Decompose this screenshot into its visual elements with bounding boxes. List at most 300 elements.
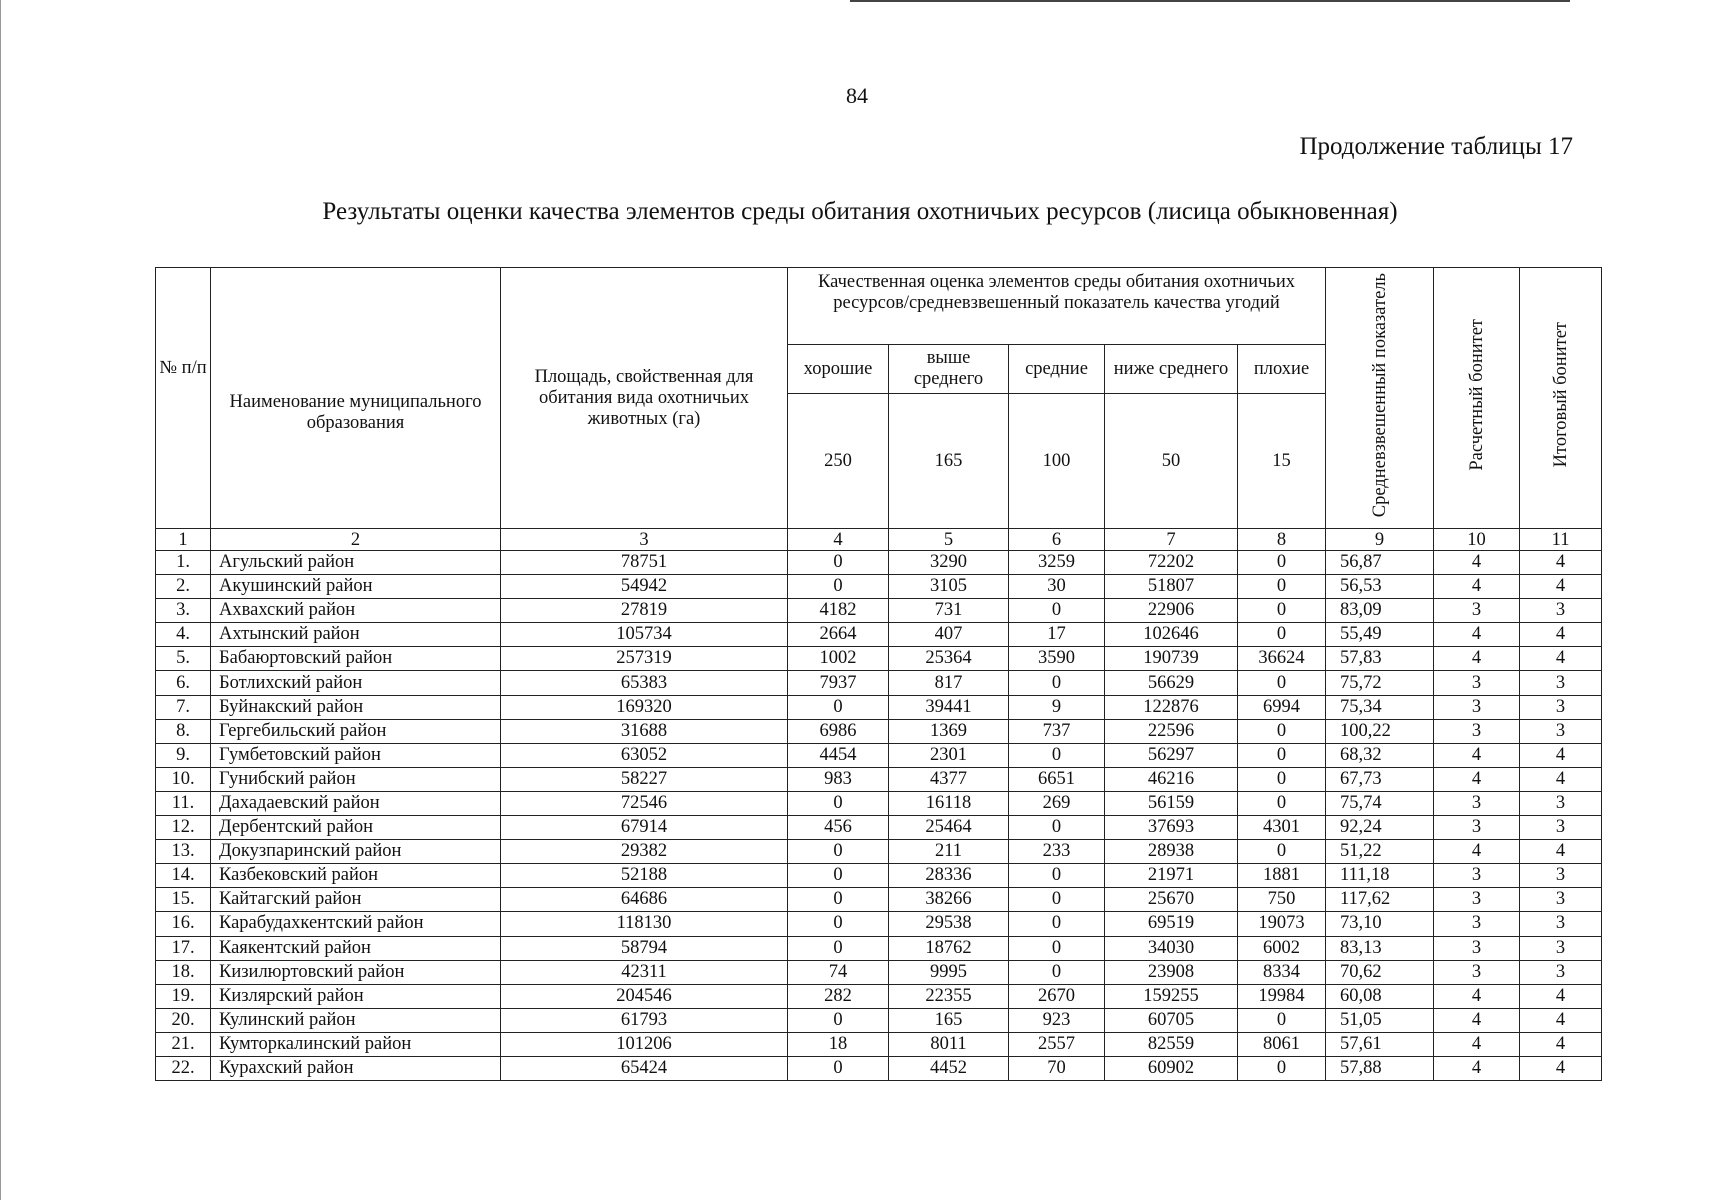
- header-category-average: средние: [1009, 345, 1105, 394]
- weighted-index-cell: 51,05: [1326, 1008, 1434, 1032]
- poor-area-cell: 19073: [1238, 912, 1326, 936]
- average-area-cell: 0: [1009, 960, 1105, 984]
- table-row: [156, 743, 1602, 767]
- table-row: [156, 647, 1602, 671]
- weighted-index-cell: 75,74: [1326, 791, 1434, 815]
- average-area-cell: 0: [1009, 671, 1105, 695]
- poor-area-cell: 19984: [1238, 984, 1326, 1008]
- calculated-bonitet-cell: 4: [1434, 840, 1520, 864]
- below-average-area-cell: 22596: [1105, 719, 1238, 743]
- weighted-index-cell: 83,09: [1326, 599, 1434, 623]
- calculated-bonitet-cell: 3: [1434, 719, 1520, 743]
- row-number-cell: 14.: [156, 864, 211, 888]
- column-index-cell: 6: [1009, 529, 1105, 551]
- municipality-name-cell: Ахвахский район: [211, 599, 501, 623]
- final-bonitet-cell: 3: [1520, 888, 1602, 912]
- above-average-area-cell: 407: [889, 623, 1009, 647]
- above-average-area-cell: 731: [889, 599, 1009, 623]
- below-average-area-cell: 51807: [1105, 575, 1238, 599]
- weighted-index-cell: 111,18: [1326, 864, 1434, 888]
- column-index-cell: 1: [156, 529, 211, 551]
- poor-area-cell: 0: [1238, 840, 1326, 864]
- poor-area-cell: 0: [1238, 743, 1326, 767]
- good-area-cell: 0: [788, 551, 889, 575]
- row-number-cell: 16.: [156, 912, 211, 936]
- final-bonitet-cell: 3: [1520, 816, 1602, 840]
- below-average-area-cell: 69519: [1105, 912, 1238, 936]
- final-bonitet-cell: 3: [1520, 719, 1602, 743]
- below-average-area-cell: 72202: [1105, 551, 1238, 575]
- municipality-name-cell: Акушинский район: [211, 575, 501, 599]
- habitat-area-cell: 27819: [501, 599, 788, 623]
- column-index-cell: 5: [889, 529, 1009, 551]
- poor-area-cell: 0: [1238, 599, 1326, 623]
- row-number-cell: 11.: [156, 791, 211, 815]
- calculated-bonitet-cell: 4: [1434, 623, 1520, 647]
- below-average-area-cell: 22906: [1105, 599, 1238, 623]
- average-area-cell: 0: [1009, 743, 1105, 767]
- header-category-poor: плохие: [1238, 345, 1326, 394]
- above-average-area-cell: 1369: [889, 719, 1009, 743]
- calculated-bonitet-cell: 4: [1434, 767, 1520, 791]
- calculated-bonitet-cell: 3: [1434, 816, 1520, 840]
- table-row: [156, 671, 1602, 695]
- row-number-cell: 5.: [156, 647, 211, 671]
- final-bonitet-cell: 3: [1520, 671, 1602, 695]
- final-bonitet-cell: 4: [1520, 1056, 1602, 1080]
- above-average-area-cell: 38266: [889, 888, 1009, 912]
- above-average-area-cell: 3105: [889, 575, 1009, 599]
- good-area-cell: 983: [788, 767, 889, 791]
- column-index-cell: 2: [211, 529, 501, 551]
- habitat-area-cell: 101206: [501, 1032, 788, 1056]
- calculated-bonitet-cell: 3: [1434, 695, 1520, 719]
- weighted-index-cell: 70,62: [1326, 960, 1434, 984]
- average-area-cell: 0: [1009, 816, 1105, 840]
- municipality-name-cell: Гунибский район: [211, 767, 501, 791]
- above-average-area-cell: 22355: [889, 984, 1009, 1008]
- habitat-area-cell: 58227: [501, 767, 788, 791]
- table-row: [156, 767, 1602, 791]
- below-average-area-cell: 56629: [1105, 671, 1238, 695]
- habitat-area-cell: 61793: [501, 1008, 788, 1032]
- table-row: [156, 575, 1602, 599]
- average-area-cell: 3590: [1009, 647, 1105, 671]
- poor-area-cell: 4301: [1238, 816, 1326, 840]
- below-average-area-cell: 60902: [1105, 1056, 1238, 1080]
- table-row: [156, 984, 1602, 1008]
- below-average-area-cell: 23908: [1105, 960, 1238, 984]
- header-weighted-index: [1326, 268, 1434, 529]
- habitat-area-cell: 169320: [501, 695, 788, 719]
- average-area-cell: 0: [1009, 864, 1105, 888]
- weighted-index-cell: 56,53: [1326, 575, 1434, 599]
- below-average-area-cell: 56297: [1105, 743, 1238, 767]
- poor-area-cell: 0: [1238, 1008, 1326, 1032]
- weighted-index-cell: 56,87: [1326, 551, 1434, 575]
- habitat-area-cell: 64686: [501, 888, 788, 912]
- final-bonitet-cell: 4: [1520, 743, 1602, 767]
- row-number-cell: 8.: [156, 719, 211, 743]
- header-weight-average: 100: [1009, 394, 1105, 529]
- column-index-cell: 9: [1326, 529, 1434, 551]
- calculated-bonitet-cell: 3: [1434, 912, 1520, 936]
- page-number: 84: [846, 83, 868, 108]
- weighted-index-cell: 83,13: [1326, 936, 1434, 960]
- good-area-cell: 0: [788, 864, 889, 888]
- below-average-area-cell: 122876: [1105, 695, 1238, 719]
- above-average-area-cell: 3290: [889, 551, 1009, 575]
- final-bonitet-cell: 4: [1520, 647, 1602, 671]
- table-row: [156, 1032, 1602, 1056]
- good-area-cell: 2664: [788, 623, 889, 647]
- table-row: [156, 719, 1602, 743]
- municipality-name-cell: Кулинский район: [211, 1008, 501, 1032]
- row-number-cell: 3.: [156, 599, 211, 623]
- table-body: [156, 529, 1602, 1081]
- average-area-cell: 0: [1009, 936, 1105, 960]
- good-area-cell: 0: [788, 912, 889, 936]
- poor-area-cell: 750: [1238, 888, 1326, 912]
- poor-area-cell: 0: [1238, 575, 1326, 599]
- habitat-area-cell: 67914: [501, 816, 788, 840]
- header-weight-poor: 15: [1238, 394, 1326, 529]
- good-area-cell: 7937: [788, 671, 889, 695]
- below-average-area-cell: 159255: [1105, 984, 1238, 1008]
- above-average-area-cell: 817: [889, 671, 1009, 695]
- header-weighted-index-text: Средневзвешенный показатель: [1369, 272, 1390, 518]
- habitat-area-cell: 63052: [501, 743, 788, 767]
- average-area-cell: 233: [1009, 840, 1105, 864]
- row-number-cell: 9.: [156, 743, 211, 767]
- final-bonitet-cell: 4: [1520, 551, 1602, 575]
- above-average-area-cell: 25464: [889, 816, 1009, 840]
- good-area-cell: 0: [788, 1056, 889, 1080]
- municipality-name-cell: Курахский район: [211, 1056, 501, 1080]
- weighted-index-cell: 51,22: [1326, 840, 1434, 864]
- average-area-cell: 0: [1009, 888, 1105, 912]
- final-bonitet-cell: 4: [1520, 840, 1602, 864]
- habitat-quality-table: [155, 267, 1602, 1081]
- column-index-cell: 8: [1238, 529, 1326, 551]
- above-average-area-cell: 165: [889, 1008, 1009, 1032]
- average-area-cell: 2557: [1009, 1032, 1105, 1056]
- row-number-cell: 21.: [156, 1032, 211, 1056]
- document-title: Результаты оценки качества элементов среды обитания охотничьих ресурсов (лисица обыкновенная): [322, 198, 1398, 225]
- weighted-index-cell: 75,72: [1326, 671, 1434, 695]
- row-number-cell: 20.: [156, 1008, 211, 1032]
- poor-area-cell: 6002: [1238, 936, 1326, 960]
- habitat-area-cell: 58794: [501, 936, 788, 960]
- weighted-index-cell: 57,88: [1326, 1056, 1434, 1080]
- weighted-index-cell: 60,08: [1326, 984, 1434, 1008]
- good-area-cell: 0: [788, 695, 889, 719]
- habitat-area-cell: 42311: [501, 960, 788, 984]
- municipality-name-cell: Бабаюртовский район: [211, 647, 501, 671]
- final-bonitet-cell: 4: [1520, 1032, 1602, 1056]
- row-number-cell: 6.: [156, 671, 211, 695]
- municipality-name-cell: Кайтагский район: [211, 888, 501, 912]
- municipality-name-cell: Кизилюртовский район: [211, 960, 501, 984]
- poor-area-cell: 0: [1238, 551, 1326, 575]
- final-bonitet-cell: 4: [1520, 767, 1602, 791]
- below-average-area-cell: 28938: [1105, 840, 1238, 864]
- column-index-cell: 10: [1434, 529, 1520, 551]
- poor-area-cell: 0: [1238, 671, 1326, 695]
- above-average-area-cell: 211: [889, 840, 1009, 864]
- final-bonitet-cell: 3: [1520, 864, 1602, 888]
- below-average-area-cell: 25670: [1105, 888, 1238, 912]
- row-number-cell: 19.: [156, 984, 211, 1008]
- table-row: [156, 864, 1602, 888]
- table-row: [156, 599, 1602, 623]
- good-area-cell: 0: [788, 791, 889, 815]
- header-weight-above-average: 165: [889, 394, 1009, 529]
- poor-area-cell: 36624: [1238, 647, 1326, 671]
- table-row: [156, 888, 1602, 912]
- page-left-edge: [0, 0, 1, 1200]
- poor-area-cell: 8061: [1238, 1032, 1326, 1056]
- poor-area-cell: 0: [1238, 767, 1326, 791]
- final-bonitet-cell: 4: [1520, 984, 1602, 1008]
- table-continuation-label: Продолжение таблицы 17: [1299, 133, 1573, 160]
- below-average-area-cell: 82559: [1105, 1032, 1238, 1056]
- municipality-name-cell: Гергебильский район: [211, 719, 501, 743]
- table-row: [156, 840, 1602, 864]
- municipality-name-cell: Кумторкалинский район: [211, 1032, 501, 1056]
- poor-area-cell: 6994: [1238, 695, 1326, 719]
- table-row: [156, 936, 1602, 960]
- row-number-cell: 15.: [156, 888, 211, 912]
- header-calculated-bonitet: [1434, 268, 1520, 529]
- municipality-name-cell: Дербентский район: [211, 816, 501, 840]
- municipality-name-cell: Казбековский район: [211, 864, 501, 888]
- calculated-bonitet-cell: 4: [1434, 1008, 1520, 1032]
- good-area-cell: 0: [788, 936, 889, 960]
- average-area-cell: 9: [1009, 695, 1105, 719]
- above-average-area-cell: 28336: [889, 864, 1009, 888]
- header-weight-good: 250: [788, 394, 889, 529]
- calculated-bonitet-cell: 3: [1434, 671, 1520, 695]
- final-bonitet-cell: 3: [1520, 960, 1602, 984]
- final-bonitet-cell: 3: [1520, 936, 1602, 960]
- below-average-area-cell: 56159: [1105, 791, 1238, 815]
- habitat-area-cell: 257319: [501, 647, 788, 671]
- table-row: [156, 912, 1602, 936]
- above-average-area-cell: 8011: [889, 1032, 1009, 1056]
- average-area-cell: 6651: [1009, 767, 1105, 791]
- average-area-cell: 70: [1009, 1056, 1105, 1080]
- weighted-index-cell: 75,34: [1326, 695, 1434, 719]
- weighted-index-cell: 67,73: [1326, 767, 1434, 791]
- weighted-index-cell: 55,49: [1326, 623, 1434, 647]
- row-number-cell: 4.: [156, 623, 211, 647]
- good-area-cell: 18: [788, 1032, 889, 1056]
- municipality-name-cell: Карабудахкентский район: [211, 912, 501, 936]
- average-area-cell: 17: [1009, 623, 1105, 647]
- below-average-area-cell: 34030: [1105, 936, 1238, 960]
- habitat-area-cell: 31688: [501, 719, 788, 743]
- above-average-area-cell: 39441: [889, 695, 1009, 719]
- calculated-bonitet-cell: 4: [1434, 984, 1520, 1008]
- poor-area-cell: 1881: [1238, 864, 1326, 888]
- below-average-area-cell: 190739: [1105, 647, 1238, 671]
- poor-area-cell: 0: [1238, 623, 1326, 647]
- poor-area-cell: 0: [1238, 719, 1326, 743]
- habitat-area-cell: 52188: [501, 864, 788, 888]
- poor-area-cell: 0: [1238, 1056, 1326, 1080]
- calculated-bonitet-cell: 3: [1434, 888, 1520, 912]
- average-area-cell: 269: [1009, 791, 1105, 815]
- table-row: [156, 1008, 1602, 1032]
- above-average-area-cell: 29538: [889, 912, 1009, 936]
- calculated-bonitet-cell: 4: [1434, 1032, 1520, 1056]
- calculated-bonitet-cell: 4: [1434, 551, 1520, 575]
- habitat-area-cell: 65424: [501, 1056, 788, 1080]
- calculated-bonitet-cell: 4: [1434, 575, 1520, 599]
- weighted-index-cell: 117,62: [1326, 888, 1434, 912]
- average-area-cell: 3259: [1009, 551, 1105, 575]
- habitat-area-cell: 65383: [501, 671, 788, 695]
- header-weight-below-average: 50: [1105, 394, 1238, 529]
- good-area-cell: 6986: [788, 719, 889, 743]
- page-top-edge: [850, 0, 1570, 2]
- average-area-cell: 923: [1009, 1008, 1105, 1032]
- table-row: [156, 960, 1602, 984]
- header-final-bonitet: [1520, 268, 1602, 529]
- poor-area-cell: 8334: [1238, 960, 1326, 984]
- municipality-name-cell: Ботлихский район: [211, 671, 501, 695]
- average-area-cell: 30: [1009, 575, 1105, 599]
- habitat-area-cell: 78751: [501, 551, 788, 575]
- good-area-cell: 0: [788, 575, 889, 599]
- column-index-cell: 7: [1105, 529, 1238, 551]
- municipality-name-cell: Ахтынский район: [211, 623, 501, 647]
- below-average-area-cell: 37693: [1105, 816, 1238, 840]
- below-average-area-cell: 102646: [1105, 623, 1238, 647]
- weighted-index-cell: 57,83: [1326, 647, 1434, 671]
- table-row: [156, 695, 1602, 719]
- habitat-area-cell: 72546: [501, 791, 788, 815]
- table-row: [156, 1056, 1602, 1080]
- good-area-cell: 4182: [788, 599, 889, 623]
- calculated-bonitet-cell: 3: [1434, 960, 1520, 984]
- municipality-name-cell: Дахадаевский район: [211, 791, 501, 815]
- final-bonitet-cell: 3: [1520, 912, 1602, 936]
- average-area-cell: 2670: [1009, 984, 1105, 1008]
- header-final-bonitet-text: Итоговый бонитет: [1550, 322, 1571, 468]
- table-row: [156, 816, 1602, 840]
- good-area-cell: 282: [788, 984, 889, 1008]
- header-category-good: хорошие: [788, 345, 889, 394]
- header-quality-group: Качественная оценка элементов среды обитания охотничьих ресурсов/средневзвешенный показатель качества угодий: [788, 268, 1326, 345]
- header-category-above-average: выше среднего: [889, 345, 1009, 394]
- weighted-index-cell: 92,24: [1326, 816, 1434, 840]
- below-average-area-cell: 21971: [1105, 864, 1238, 888]
- above-average-area-cell: 4377: [889, 767, 1009, 791]
- final-bonitet-cell: 4: [1520, 1008, 1602, 1032]
- above-average-area-cell: 4452: [889, 1056, 1009, 1080]
- good-area-cell: 0: [788, 888, 889, 912]
- column-index-cell: 4: [788, 529, 889, 551]
- row-number-cell: 7.: [156, 695, 211, 719]
- good-area-cell: 4454: [788, 743, 889, 767]
- habitat-area-cell: 29382: [501, 840, 788, 864]
- weighted-index-cell: 68,32: [1326, 743, 1434, 767]
- row-number-cell: 2.: [156, 575, 211, 599]
- row-number-cell: 18.: [156, 960, 211, 984]
- table-row: [156, 791, 1602, 815]
- row-number-cell: 1.: [156, 551, 211, 575]
- final-bonitet-cell: 4: [1520, 623, 1602, 647]
- below-average-area-cell: 60705: [1105, 1008, 1238, 1032]
- municipality-name-cell: Буйнакский район: [211, 695, 501, 719]
- row-number-cell: 13.: [156, 840, 211, 864]
- header-municipality: Наименование муниципального образования: [211, 268, 501, 529]
- above-average-area-cell: 18762: [889, 936, 1009, 960]
- column-index-row: [156, 529, 1602, 551]
- above-average-area-cell: 25364: [889, 647, 1009, 671]
- calculated-bonitet-cell: 3: [1434, 936, 1520, 960]
- weighted-index-cell: 57,61: [1326, 1032, 1434, 1056]
- habitat-area-cell: 204546: [501, 984, 788, 1008]
- column-index-cell: 11: [1520, 529, 1602, 551]
- header-category-below-average: ниже среднего: [1105, 345, 1238, 394]
- above-average-area-cell: 9995: [889, 960, 1009, 984]
- table-row: [156, 551, 1602, 575]
- table-row: [156, 623, 1602, 647]
- good-area-cell: 1002: [788, 647, 889, 671]
- habitat-area-cell: 118130: [501, 912, 788, 936]
- header-number: № п/п: [156, 268, 211, 529]
- calculated-bonitet-cell: 4: [1434, 743, 1520, 767]
- municipality-name-cell: Каякентский район: [211, 936, 501, 960]
- good-area-cell: 456: [788, 816, 889, 840]
- final-bonitet-cell: 3: [1520, 599, 1602, 623]
- calculated-bonitet-cell: 3: [1434, 864, 1520, 888]
- average-area-cell: 737: [1009, 719, 1105, 743]
- habitat-area-cell: 54942: [501, 575, 788, 599]
- average-area-cell: 0: [1009, 912, 1105, 936]
- good-area-cell: 74: [788, 960, 889, 984]
- weighted-index-cell: 100,22: [1326, 719, 1434, 743]
- habitat-area-cell: 105734: [501, 623, 788, 647]
- municipality-name-cell: Гумбетовский район: [211, 743, 501, 767]
- above-average-area-cell: 2301: [889, 743, 1009, 767]
- weighted-index-cell: 73,10: [1326, 912, 1434, 936]
- municipality-name-cell: Агульский район: [211, 551, 501, 575]
- good-area-cell: 0: [788, 1008, 889, 1032]
- municipality-name-cell: Кизлярский район: [211, 984, 501, 1008]
- row-number-cell: 17.: [156, 936, 211, 960]
- municipality-name-cell: Докузпаринский район: [211, 840, 501, 864]
- calculated-bonitet-cell: 4: [1434, 1056, 1520, 1080]
- final-bonitet-cell: 4: [1520, 575, 1602, 599]
- row-number-cell: 10.: [156, 767, 211, 791]
- below-average-area-cell: 46216: [1105, 767, 1238, 791]
- final-bonitet-cell: 3: [1520, 791, 1602, 815]
- header-area: Площадь, свойственная для обитания вида охотничьих животных (га): [501, 268, 788, 529]
- header-calculated-bonitet-text: Расчетный бонитет: [1466, 319, 1487, 471]
- row-number-cell: 22.: [156, 1056, 211, 1080]
- final-bonitet-cell: 3: [1520, 695, 1602, 719]
- calculated-bonitet-cell: 3: [1434, 599, 1520, 623]
- column-index-cell: 3: [501, 529, 788, 551]
- poor-area-cell: 0: [1238, 791, 1326, 815]
- row-number-cell: 12.: [156, 816, 211, 840]
- good-area-cell: 0: [788, 840, 889, 864]
- calculated-bonitet-cell: 4: [1434, 647, 1520, 671]
